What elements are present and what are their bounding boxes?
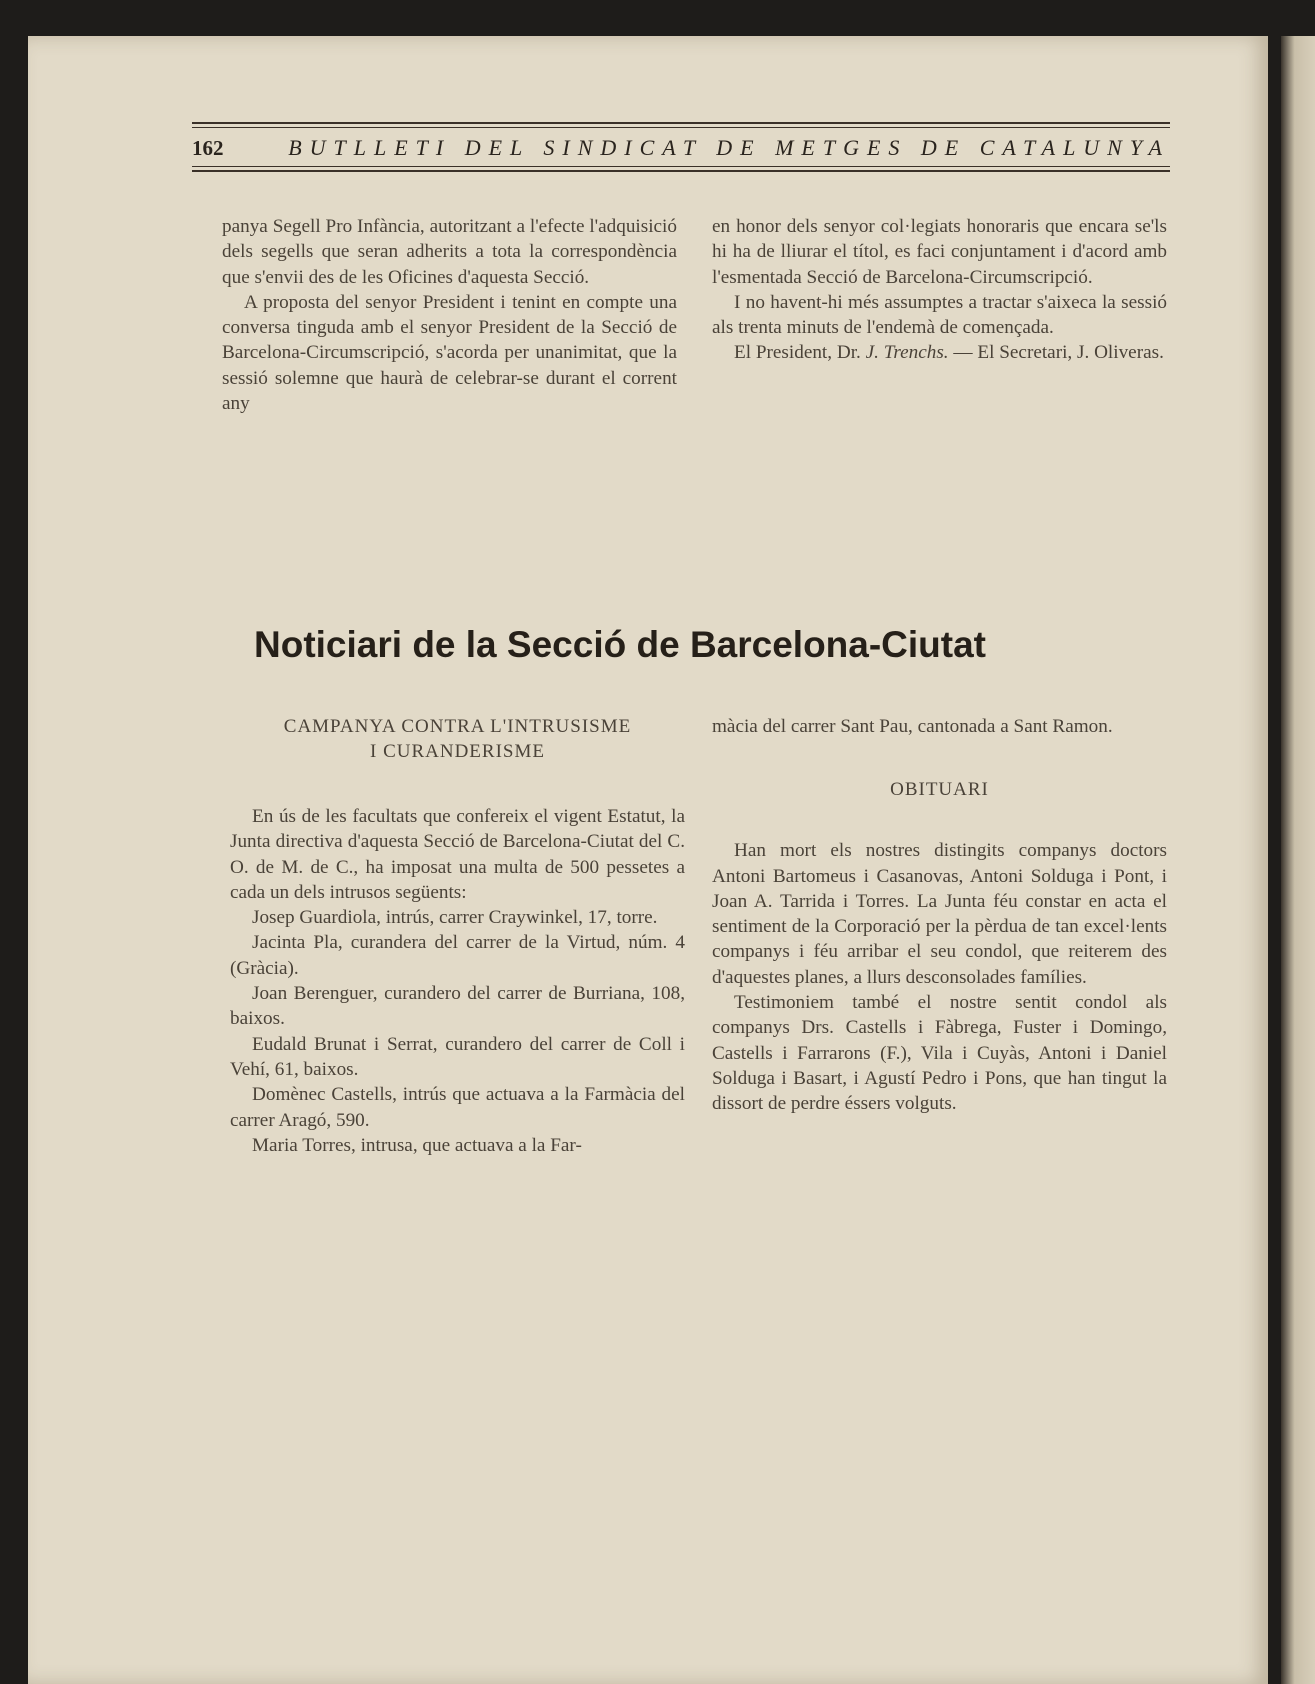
paragraph: Joan Berenguer, curandero del carrer de Burriana, 108, baixos. <box>230 983 685 1030</box>
campaign-column <box>230 714 685 1158</box>
campaign-continuation: màcia del carrer Sant Pau, cantonada a Sant Ramon. <box>712 716 1113 737</box>
paragraph: Testimoniem també el nostre sentit condol als companys Drs. Castells i Fàbrega, Fuster i Domingo, Castells i Farrarons (F.), Vila i Cuyàs, Antoni i Daniel Solduga i Basart, i Agustí Pedro i Pons, que han tingut la dissort de perdre éssers volguts. <box>712 992 1167 1115</box>
top-right-column <box>712 214 1167 366</box>
paragraph: en honor dels senyor col·legiats honoraris que encara se'ls hi ha de lliurar el títol, es faci conjuntament i d'acord amb l'esmentada Secció de Barcelona-Circumscripció. <box>712 216 1167 288</box>
paragraph: I no havent-hi més assumptes a tractar s'aixeca la sessió als trenta minuts de l'endemà de començada. <box>712 291 1167 339</box>
campaign-heading-line2: I CURANDERISME <box>370 741 545 762</box>
paragraph: Maria Torres, intrusa, que actuava a la Far- <box>252 1134 582 1156</box>
paragraph: Eudald Brunat i Serrat, curandero del carrer de Coll i Vehí, 61, baixos. <box>230 1033 685 1080</box>
paragraph: Josep Guardiola, intrús, carrer Craywinkel, 17, torre. <box>252 907 658 929</box>
president-name: J. Trenchs. <box>865 342 949 364</box>
running-title: BUTLLETI DEL SINDICAT DE METGES DE CATALUNYA <box>288 135 1170 160</box>
page-number: 162 <box>192 136 224 160</box>
section-title: Noticiari de la Secció de Barcelona-Ciutat <box>254 624 986 665</box>
paragraph: En ús de les facultats que confereix el vigent Estatut, la Junta directiva d'aquesta Secció de Barcelona-Ciutat del C. O. de M. de C., ha imposat una multa de 500 pessetes a cada un dels intrusos següents: <box>230 806 685 903</box>
obituari-heading: OBITUARI <box>890 779 989 801</box>
paragraph: A proposta del senyor President i tenint en compte una conversa tinguda amb el senyor President de la Secció de Barcelona-Circumscripció, s'acorda per unanimitat, que la sessió solemne que haurà de celebrar-se durant el corrent any <box>222 291 677 415</box>
obituari-column <box>712 714 1167 1117</box>
top-left-column <box>222 214 677 416</box>
page-edge <box>1281 36 1315 1684</box>
campaign-heading-line1: CAMPANYA CONTRA L'INTRUSISME <box>283 716 632 737</box>
running-header <box>192 122 1170 172</box>
paragraph: Jacinta Pla, curandera del carrer de la Virtud, núm. 4 (Gràcia). <box>230 932 685 979</box>
paragraph: Han mort els nostres distingits companys doctors Antoni Bartomeus i Casanovas, Antoni Solduga i Pont, i Joan A. Tarrida i Torres. La Junta féu constar en acta el sentiment de la Corporació per la pèrdua de tan excel·lents companys i féu arribar el seu condol, que reiterem des d'aquestes planes, a llurs desconsolades famílies. <box>712 840 1167 988</box>
signature-suffix: — El Secretari, J. Oliveras. <box>948 342 1164 364</box>
signature-prefix: El President, Dr. <box>734 342 866 364</box>
paragraph: Domènec Castells, intrús que actuava a la Farmàcia del carrer Aragó, 590. <box>230 1084 685 1131</box>
signature-line <box>712 340 1167 365</box>
paragraph: panya Segell Pro Infància, autoritzant a l'efecte l'adquisició dels segells que seran adherits a tota la correspondència que s'envii des de les Oficines d'aquesta Secció. <box>222 216 677 288</box>
